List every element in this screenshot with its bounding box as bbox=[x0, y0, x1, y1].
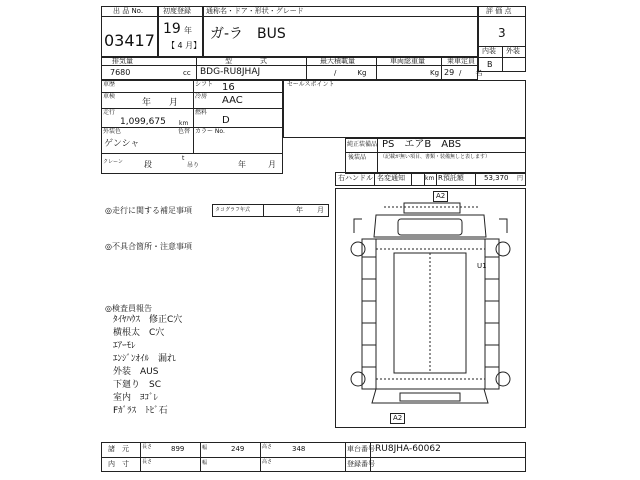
capacity: 29 bbox=[444, 68, 455, 77]
list-item: 横根太 C穴 bbox=[113, 328, 165, 338]
list-item: 外装 AUS bbox=[113, 367, 159, 377]
defects-title: ◎不具合箇所・注意事項 bbox=[105, 242, 192, 251]
shift-label: シフト bbox=[195, 81, 214, 88]
title-notice: 名変通知 bbox=[377, 174, 405, 182]
first-reg-label: 初度登録 bbox=[163, 7, 191, 15]
color-no-label: 色替 bbox=[178, 128, 191, 135]
lot-label: 出 品 No. bbox=[113, 7, 144, 15]
equipment-value: PS エアB ABS bbox=[382, 139, 462, 150]
weight-unit: Kg bbox=[430, 69, 440, 77]
front-damage-mark: A2 bbox=[433, 191, 448, 202]
height-value: 348 bbox=[292, 445, 306, 453]
sales-point-label: セールスポイント bbox=[287, 81, 335, 88]
model-name-label: 通称名・ドア・形状・グレード bbox=[206, 7, 304, 15]
tachograph-value: 年 月 bbox=[296, 206, 324, 214]
ext-color: ゲンシャ bbox=[104, 139, 140, 149]
vehicle-diagram bbox=[335, 188, 526, 428]
fuel-label: 燃料 bbox=[195, 109, 208, 116]
registration-label: 登録番号 bbox=[347, 460, 375, 468]
ac: AAC bbox=[222, 95, 243, 106]
aftermarket-label: 後装品 bbox=[348, 154, 367, 161]
list-item: Fｶﾞﾗｽ ﾄﾋﾞ石 bbox=[113, 406, 168, 416]
crane-t: t bbox=[182, 155, 185, 162]
fuel: D bbox=[222, 115, 230, 126]
list-item: 下廻り SC bbox=[113, 380, 161, 390]
capacity-label: 乗車定員 bbox=[447, 57, 475, 65]
odo-value: 53,370 bbox=[484, 174, 509, 182]
inspection-label: 車検 bbox=[103, 93, 116, 100]
model-name: ガ-ラ BUS bbox=[210, 26, 286, 42]
tachograph-label: タコグラフ年式 bbox=[215, 207, 251, 213]
chassis-label: 車台番号 bbox=[347, 445, 375, 453]
model-code-label: 型 式 bbox=[225, 57, 267, 65]
width-label: 幅 bbox=[202, 445, 208, 451]
interior-dims-label: 内 寸 bbox=[108, 460, 129, 468]
inspector-title: ◎検査員報告 bbox=[105, 304, 152, 313]
equipment-label: 純正装備品 bbox=[347, 141, 378, 148]
first-reg-year: 19 bbox=[163, 21, 181, 37]
year-unit: 年 bbox=[184, 26, 192, 35]
capacity-unit: / 名 bbox=[459, 69, 483, 77]
dims-label: 諸 元 bbox=[108, 445, 129, 453]
width-value: 249 bbox=[231, 445, 245, 453]
eval-label: 評 価 点 bbox=[486, 7, 512, 15]
cc-unit: cc bbox=[183, 69, 191, 77]
crane-value: 段 bbox=[144, 160, 152, 169]
bus-outline-drawing bbox=[336, 189, 525, 427]
rear-damage-mark: A2 bbox=[390, 413, 405, 424]
color-no-title: カラー No. bbox=[195, 128, 225, 135]
eval-score: 3 bbox=[498, 26, 506, 40]
weight-label: 車両総重量 bbox=[390, 57, 425, 65]
height-label: 高さ bbox=[262, 444, 273, 450]
interior-grade: B bbox=[487, 60, 493, 69]
first-reg-month: 【 4 月】 bbox=[167, 41, 202, 50]
crane-year: 年 bbox=[238, 160, 246, 169]
ac-label: 冷房 bbox=[195, 93, 208, 100]
sales-point-box bbox=[283, 80, 526, 138]
history-label: 車歴 bbox=[103, 81, 116, 88]
list-item: ﾀｲﾔﾊｳｽ 修正C穴 bbox=[113, 315, 183, 325]
crane-month: 月 bbox=[268, 160, 276, 169]
int-width-label: 幅 bbox=[202, 460, 208, 466]
mileage-notes-title: ◎走行に関する補足事項 bbox=[105, 206, 192, 215]
distance-suffix: km bbox=[425, 175, 435, 182]
crane-tsuri: 吊り bbox=[187, 162, 200, 169]
chassis-number: RU8JHA-60062 bbox=[375, 444, 441, 454]
ext-color-label: 外装色 bbox=[103, 128, 122, 135]
list-item: ｴﾝｼﾞﾝｵｲﾙ 漏れ bbox=[113, 354, 177, 364]
mileage: 1,099,675 bbox=[120, 117, 166, 127]
model-code: BDG-RU8JHAJ bbox=[200, 67, 261, 77]
yen-unit: 円 bbox=[517, 175, 524, 182]
displacement-label: 排気量 bbox=[112, 57, 133, 65]
odo-label: R預託額 bbox=[438, 174, 464, 182]
km-unit: km bbox=[179, 120, 189, 127]
max-load-unit: / Kg bbox=[334, 69, 367, 77]
lot-number: 03417 bbox=[104, 31, 155, 50]
max-load-label: 最大積載量 bbox=[320, 57, 355, 65]
interior-label: 内装 bbox=[482, 47, 496, 55]
length-value: 899 bbox=[171, 445, 185, 453]
displacement: 7680 bbox=[110, 68, 131, 77]
rhd-flag: 右ハンドル bbox=[338, 174, 373, 182]
crane-label: クレーン bbox=[103, 159, 123, 165]
inspection-value: 年 月 bbox=[142, 98, 179, 108]
list-item: 室内 ﾖｺﾞﾚ bbox=[113, 393, 159, 403]
side-damage-mark: U1 bbox=[477, 262, 487, 270]
shift: 16 bbox=[222, 82, 235, 93]
length-label: 長さ bbox=[142, 444, 153, 450]
int-height-label: 高さ bbox=[262, 459, 273, 465]
aftermarket-note: （記載が無い項目、書類・装備無しと表します） bbox=[380, 154, 491, 160]
mileage-label: 走行 bbox=[103, 109, 116, 116]
exterior-label: 外装 bbox=[506, 47, 520, 55]
list-item: ｴｱｰﾓﾚ bbox=[113, 341, 136, 351]
int-length-label: 長さ bbox=[142, 459, 153, 465]
